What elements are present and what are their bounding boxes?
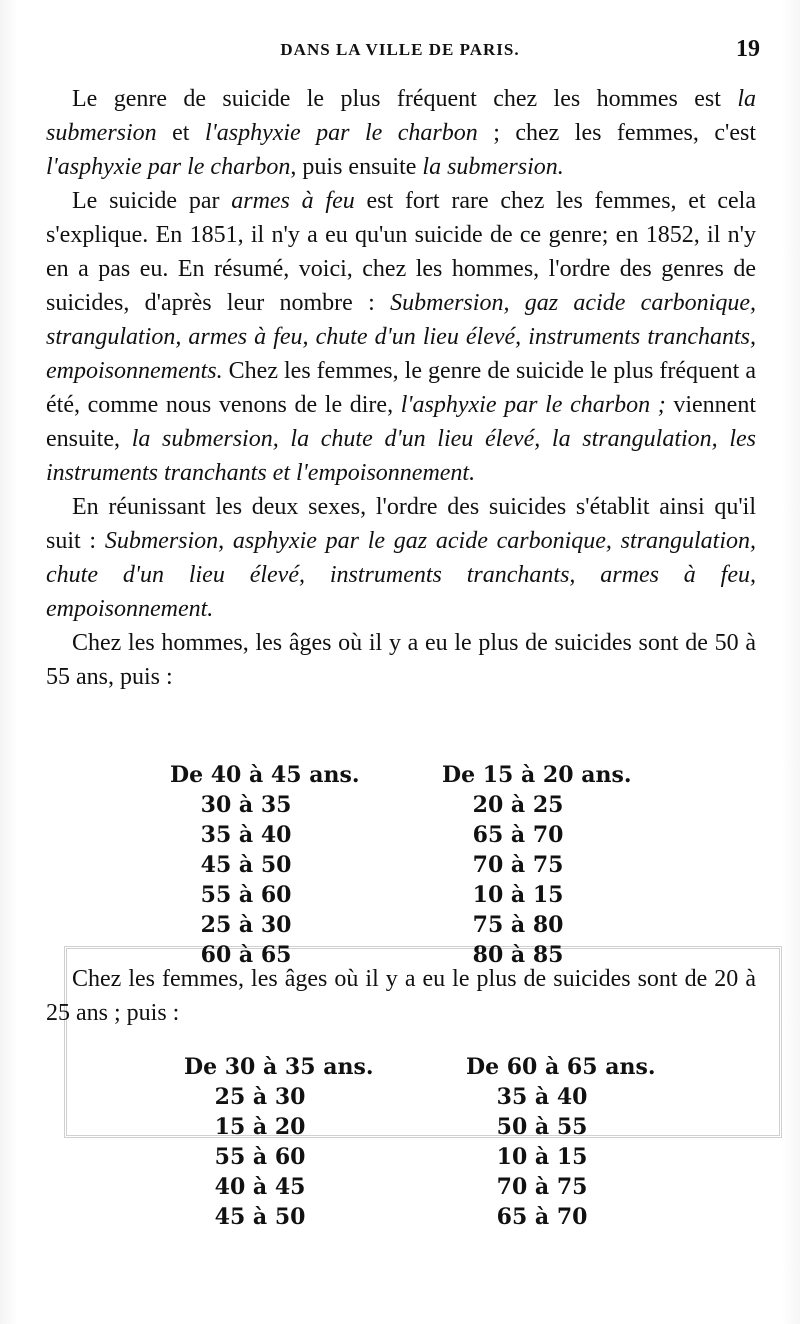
age-range-row: 45 à 50 xyxy=(170,852,292,878)
italic-text-segment: l'asphyxie par le charbon xyxy=(204,120,478,146)
age-range-row: 25 à 30 xyxy=(170,912,292,938)
age-range-row: 10 à 15 xyxy=(466,1144,588,1170)
age-range-row: 25 à 30 xyxy=(184,1084,306,1110)
women-ages-right-column xyxy=(466,1052,656,1232)
age-range-row: 75 à 80 xyxy=(442,912,564,938)
paragraph-women xyxy=(46,962,756,1030)
text-segment: Le suicide par xyxy=(72,188,232,214)
text-segment: , puis ensuite xyxy=(290,154,423,180)
italic-text-segment: Submersion, gaz acide carbonique, strangulation, armes à feu, chute d'un lieu élevé, instruments tranchants, empoisonnements. xyxy=(46,290,756,384)
paragraph-2 xyxy=(46,184,756,490)
age-range-row: 30 à 35 xyxy=(170,792,292,818)
italic-text-segment: la submersion. xyxy=(422,154,564,180)
italic-text-segment: la submersion, la chute d'un lieu élevé, la strangulation, les instruments tranchants et l'empoisonnement. xyxy=(46,426,757,486)
body-text-main xyxy=(46,82,756,694)
text-segment: Chez les femmes, le genre de suicide le plus fréquent a été, comme nous venons de le dire, xyxy=(46,358,756,418)
paragraph-3 xyxy=(46,490,756,626)
age-range-row: 80 à 85 xyxy=(442,942,564,968)
text-segment: et xyxy=(156,120,205,146)
text-segment: Chez les hommes, les âges où il y a eu le plus de suicides sont de 50 à 55 ans, puis : xyxy=(46,630,756,690)
age-range-row: De 30 à 35 ans. xyxy=(184,1054,374,1080)
age-range-row: 65 à 70 xyxy=(442,822,564,848)
men-ages-right-column xyxy=(442,760,632,970)
age-range-row: De 15 à 20 ans. xyxy=(442,762,632,788)
age-range-row: 50 à 55 xyxy=(466,1114,588,1140)
age-range-row: De 40 à 45 ans. xyxy=(170,762,360,788)
men-ages-left-column xyxy=(170,760,360,970)
age-range-row: 65 à 70 xyxy=(466,1204,588,1230)
page-header xyxy=(40,36,760,66)
italic-text-segment: Submersion, asphyxie par le gaz acide carbonique, strangulation, chute d'un lieu élevé, instruments tranchants, armes à feu, empoisonnement. xyxy=(46,528,757,622)
running-head: DANS LA VILLE DE PARIS. xyxy=(280,40,520,59)
italic-text-segment: l'asphyxie par le charbon xyxy=(46,154,291,180)
italic-text-segment: l'asphyxie par le charbon ; xyxy=(400,392,666,418)
age-range-row: 10 à 15 xyxy=(442,882,564,908)
italic-text-segment: la submersion xyxy=(46,86,756,146)
text-segment: est fort rare chez les femmes, et cela s'explique. En 1851, il n'y a eu qu'un suicide de ce genre; en 1852, il n'y en a pas eu. En résumé, voici, chez les hommes, l'ordre des genres de suicides, d'après leur nombre : xyxy=(46,188,757,316)
text-segment: ; chez les femmes, c'est xyxy=(477,120,756,146)
italic-text-segment: armes à feu xyxy=(231,188,355,214)
body-text-women xyxy=(46,962,756,1030)
age-range-row: 20 à 25 xyxy=(442,792,564,818)
page-number: 19 xyxy=(736,36,760,62)
age-range-row: 35 à 40 xyxy=(466,1084,588,1110)
text-segment: Chez les femmes, les âges où il y a eu le plus de suicides sont de 20 à 25 ans ; puis : xyxy=(46,966,756,1026)
age-range-row: 70 à 75 xyxy=(466,1174,588,1200)
paragraph-1 xyxy=(46,82,756,184)
text-segment: Le genre de suicide le plus fréquent chez les hommes est xyxy=(72,86,738,112)
women-ages-left-column xyxy=(184,1052,374,1232)
paragraph-4 xyxy=(46,626,756,694)
age-range-row: De 60 à 65 ans. xyxy=(466,1054,656,1080)
age-range-row: 45 à 50 xyxy=(184,1204,306,1230)
text-segment: viennent ensuite, xyxy=(46,392,757,452)
age-range-row: 40 à 45 xyxy=(184,1174,306,1200)
age-range-row: 60 à 65 xyxy=(170,942,292,968)
age-range-row: 55 à 60 xyxy=(184,1144,306,1170)
age-range-row: 15 à 20 xyxy=(184,1114,306,1140)
age-range-row: 35 à 40 xyxy=(170,822,292,848)
text-segment: En réunissant les deux sexes, l'ordre des suicides s'établit ainsi qu'il suit : xyxy=(46,494,756,554)
age-range-row: 70 à 75 xyxy=(442,852,564,878)
age-range-row: 55 à 60 xyxy=(170,882,292,908)
